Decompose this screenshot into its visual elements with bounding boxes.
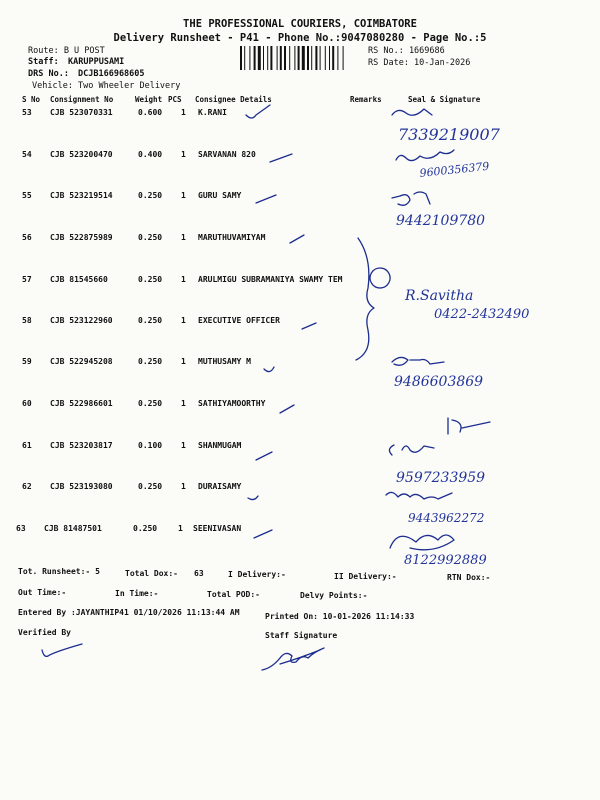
row-consignment: CJB 81545660 <box>50 275 108 284</box>
handwritten-phone: 9443962272 <box>408 511 485 525</box>
barcode-bar <box>343 46 344 70</box>
ii-delivery: II Delivery:- <box>334 572 397 581</box>
table-row <box>0 482 600 496</box>
row-consignee: ARULMIGU SUBRAMANIYA SWAMY TEM <box>198 275 343 284</box>
row-weight: 0.250 <box>133 524 158 533</box>
row-pcs: 1 <box>181 233 186 242</box>
row-pcs: 1 <box>181 191 186 200</box>
row-consignment: CJB 523200470 <box>50 150 113 159</box>
verified-signature <box>42 644 82 656</box>
barcode-bar <box>244 46 245 70</box>
row-sno: 57 <box>22 275 32 284</box>
rtn-dox: RTN Dox:- <box>447 573 491 582</box>
total-pod: Total POD:- <box>207 590 260 599</box>
brace-mark <box>356 238 374 360</box>
col-consignment: Consignment No <box>50 95 114 104</box>
route: Route: B U POST <box>28 46 105 56</box>
row-consignee: K.RANI <box>198 108 227 117</box>
table-row <box>0 316 600 330</box>
barcode-bar <box>332 46 334 70</box>
table-row <box>0 108 600 122</box>
col-consignee: Consignee Details <box>195 95 272 104</box>
barcode-bar <box>294 46 295 70</box>
staff-name: KARUPPUSAMI <box>68 57 125 67</box>
row-pcs: 1 <box>181 357 186 366</box>
row-weight: 0.250 <box>138 482 163 491</box>
row-weight: 0.400 <box>138 150 163 159</box>
runsheet-subtitle: Delivery Runsheet - P41 - Phone No.:9047080280 - Page No.:5 <box>113 32 487 44</box>
row-consignment: CJB 523219514 <box>50 191 113 200</box>
handwritten-phone: 0422-2432490 <box>434 307 530 322</box>
row-consignment: CJB 522945208 <box>50 357 113 366</box>
row-weight: 0.100 <box>138 441 163 450</box>
barcode-bar <box>325 46 326 70</box>
out-time: Out Time:- <box>18 588 67 597</box>
i-delivery: I Delivery:- <box>228 570 286 579</box>
col-weight: Weight <box>135 95 163 104</box>
row-consignee: GURU SAMY <box>198 191 242 200</box>
barcode-bar <box>289 46 290 70</box>
barcode-bar <box>249 46 250 70</box>
barcode-bar <box>240 46 242 70</box>
table-row <box>0 150 600 164</box>
barcode-bar <box>263 46 264 70</box>
row-sno: 59 <box>22 357 32 366</box>
entered-by: Entered By :JAYANTHIP41 01/10/2026 11:13:44 AM <box>18 608 240 617</box>
row-sno: 61 <box>22 441 32 450</box>
rs-no: RS No.: 1669686 <box>368 46 445 56</box>
barcode-bar <box>315 46 317 70</box>
verified-by: Verified By <box>18 628 71 637</box>
table-row <box>0 357 600 371</box>
total-runsheet: Tot. Runsheet:- 5 <box>18 567 100 576</box>
row-weight: 0.250 <box>138 316 163 325</box>
handwritten-phone: 9442109780 <box>396 213 486 229</box>
row-consignee: DURAISAMY <box>198 482 242 491</box>
drs-no: DCJB166968605 <box>78 69 145 79</box>
rs-date: RS Date: 10-Jan-2026 <box>368 58 471 68</box>
total-dox-value: 63 <box>194 569 204 578</box>
staff-signature-label: Staff Signature <box>265 631 338 640</box>
barcode <box>240 46 362 70</box>
barcode-bar <box>284 46 286 70</box>
col-seal-signature: Seal & Signature <box>408 95 481 104</box>
barcode-bar <box>302 46 305 70</box>
row-sno: 53 <box>22 108 32 117</box>
barcode-bar <box>258 46 261 70</box>
row-consignment: CJB 522986601 <box>50 399 113 408</box>
barcode-bar <box>270 46 272 70</box>
row-consignee: SATHIYAMOORTHY <box>198 399 266 408</box>
barcode-bar <box>298 46 300 70</box>
in-time: In Time:- <box>115 589 159 598</box>
row-consignment: CJB 523193080 <box>50 482 113 491</box>
handwritten-phone: 9597233959 <box>396 470 486 486</box>
row-consignment: CJB 523070331 <box>50 108 113 117</box>
row-consignee: MARUTHUVAMIYAM <box>198 233 266 242</box>
table-row <box>0 275 600 289</box>
row-consignee: EXECUTIVE OFFICER <box>198 316 280 325</box>
barcode-bar <box>329 46 330 70</box>
row-weight: 0.250 <box>138 399 163 408</box>
vehicle: Vehicle: Two Wheeler Delivery <box>32 81 181 91</box>
row-pcs: 1 <box>181 399 186 408</box>
row-consignment: CJB 522875989 <box>50 233 113 242</box>
row-consignment: CJB 81487501 <box>44 524 102 533</box>
handwritten-phone: 7339219007 <box>398 125 500 144</box>
row-sno: 54 <box>22 150 32 159</box>
table-row <box>0 233 600 247</box>
row-consignee: SHANMUGAM <box>198 441 242 450</box>
table-row <box>0 441 600 455</box>
row-pcs: 1 <box>181 275 186 284</box>
barcode-bar <box>337 46 338 70</box>
drs-label: DRS No.: <box>28 69 69 79</box>
table-row <box>0 524 600 538</box>
row-sno: 62 <box>22 482 32 491</box>
row-weight: 0.250 <box>138 233 163 242</box>
row-pcs: 1 <box>181 316 186 325</box>
row-pcs: 1 <box>181 150 186 159</box>
row-pcs: 1 <box>181 441 186 450</box>
barcode-bar <box>267 46 268 70</box>
handwritten-phone: 9600356379 <box>418 159 490 180</box>
row-weight: 0.250 <box>138 191 163 200</box>
barcode-bar <box>311 46 312 70</box>
total-dox-label: Total Dox:- <box>125 569 178 578</box>
handwritten-phone: 8122992889 <box>404 553 487 568</box>
row-consignment: CJB 523122960 <box>50 316 113 325</box>
row-pcs: 1 <box>178 524 183 533</box>
row-sno: 63 <box>16 524 26 533</box>
signature-scribble <box>448 418 490 434</box>
row-pcs: 1 <box>181 108 186 117</box>
row-sno: 55 <box>22 191 32 200</box>
row-sno: 60 <box>22 399 32 408</box>
row-consignee: SEENIVASAN <box>193 524 242 533</box>
row-weight: 0.250 <box>138 357 163 366</box>
barcode-bar <box>277 46 278 70</box>
barcode-bar <box>280 46 282 70</box>
row-pcs: 1 <box>181 482 186 491</box>
row-weight: 0.600 <box>138 108 163 117</box>
col-sno: S No <box>22 95 41 104</box>
row-consignee: MUTHUSAMY M <box>198 357 251 366</box>
row-consignment: CJB 523203817 <box>50 441 113 450</box>
row-sno: 58 <box>22 316 32 325</box>
row-weight: 0.250 <box>138 275 163 284</box>
row-sno: 56 <box>22 233 32 242</box>
barcode-bar <box>320 46 321 70</box>
col-remarks: Remarks <box>350 95 382 104</box>
delvy-points: Delvy Points:- <box>300 591 368 600</box>
handwritten-name: R.Savitha <box>405 288 474 304</box>
table-row <box>0 399 600 413</box>
company-title: THE PROFESSIONAL COURIERS, COIMBATORE <box>183 18 417 30</box>
barcode-bar <box>254 46 256 70</box>
handwritten-phone: 9486603869 <box>394 374 484 390</box>
staff-signature <box>262 648 324 670</box>
row-consignee: SARVANAN 820 <box>198 150 256 159</box>
col-pcs: PCS <box>168 95 182 104</box>
printed-on: Printed On: 10-01-2026 11:14:33 <box>265 612 415 621</box>
staff-label: Staff: <box>28 57 59 67</box>
tick-mark <box>248 496 258 500</box>
table-row <box>0 191 600 205</box>
barcode-bar <box>307 46 309 70</box>
